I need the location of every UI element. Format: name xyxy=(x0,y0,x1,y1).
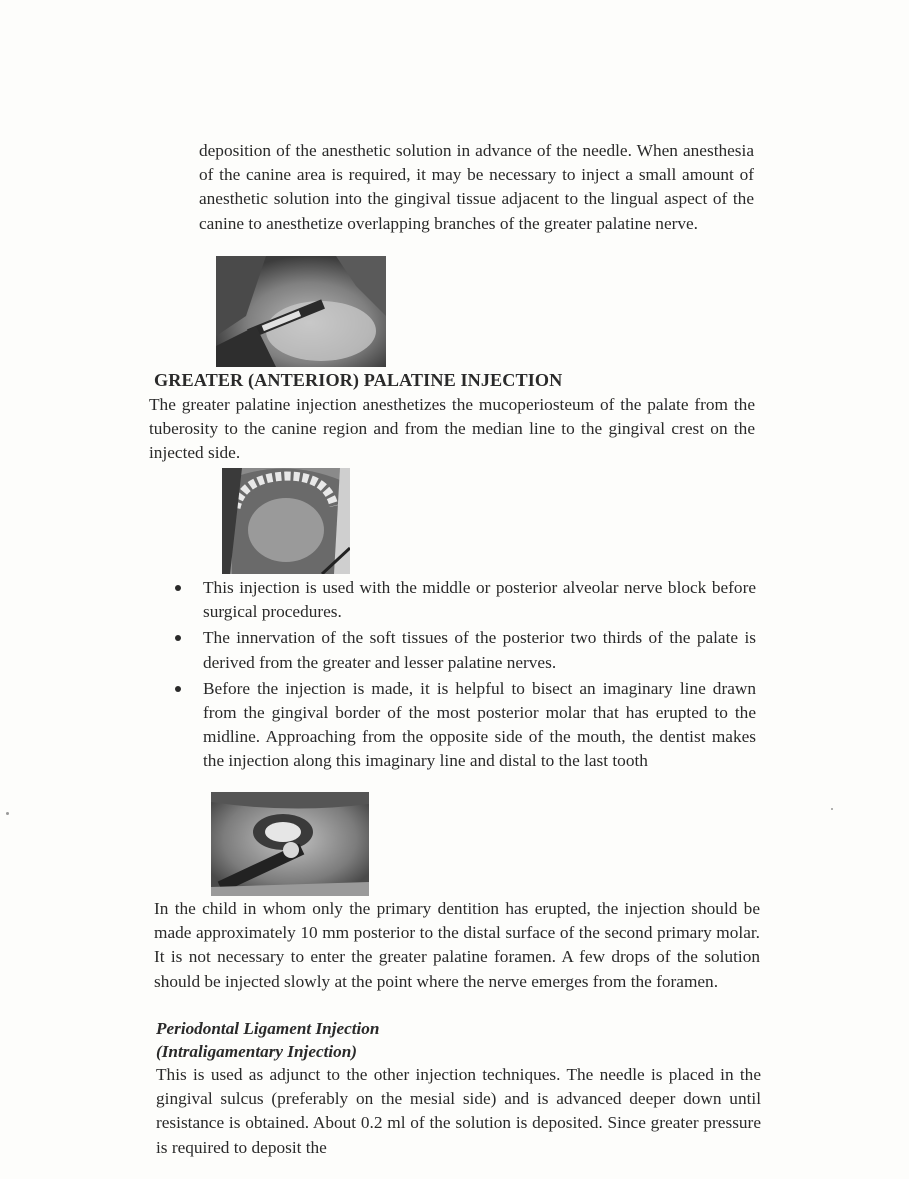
bullet-marker xyxy=(175,635,181,641)
photo-canine-injection xyxy=(216,256,386,367)
photo-palate xyxy=(222,468,350,574)
scan-speck xyxy=(6,812,9,815)
bullet-marker xyxy=(175,585,181,591)
intro-paragraph: deposition of the anesthetic solution in advance of the needle. When anesthesia of the canine area is required, it may be necessary to inject a small amount of anesthetic solution into the gingival tissue adjacent to the lingual aspect of the canine to anesthetize overlapping branches of the greater palatine nerve. xyxy=(199,141,754,233)
pdl-subheading: Periodontal Ligament Injection (Intraligamentary Injection) xyxy=(156,1019,380,1061)
photo-distal-injection xyxy=(211,792,369,896)
list-item: This injection is used with the middle or posterior alveolar nerve block before surgical procedures. xyxy=(203,576,756,624)
bullet-list xyxy=(203,576,756,776)
gpi-paragraph: The greater palatine injection anesthetizes the mucoperiosteum of the palate from the tuberosity to the canine region and from the median line to the gingival crest on the injected side. xyxy=(149,395,755,463)
child-paragraph: In the child in whom only the primary dentition has erupted, the injection should be made approximately 10 mm posterior to the distal surface of the second primary molar. It is not necessary to enter the greater palatine foramen. A few drops of the solution should be injected slowly at the point where the nerve emerges from the foramen. xyxy=(154,899,760,991)
list-item: Before the injection is made, it is helpful to bisect an imaginary line drawn from the gingival border of the most posterior molar that has erupted to the midline. Approaching from the opposite side of the mouth, the dentist makes the injection along this imaginary line and distal to the last tooth xyxy=(203,677,756,774)
list-item: The innervation of the soft tissues of the posterior two thirds of the palate is derived from the greater and lesser palatine nerves. xyxy=(203,626,756,674)
section-heading: GREATER (ANTERIOR) PALATINE INJECTION xyxy=(154,370,563,390)
bullet-marker xyxy=(175,686,181,692)
pdl-paragraph: This is used as adjunct to the other injection techniques. The needle is placed in the gingival sulcus (preferably on the mesial side) and is advanced deeper down until resistance is obtained. About 0.2 ml of the solution is deposited. Since greater pressure is required to deposit the xyxy=(156,1065,761,1157)
scan-speck xyxy=(831,808,833,810)
